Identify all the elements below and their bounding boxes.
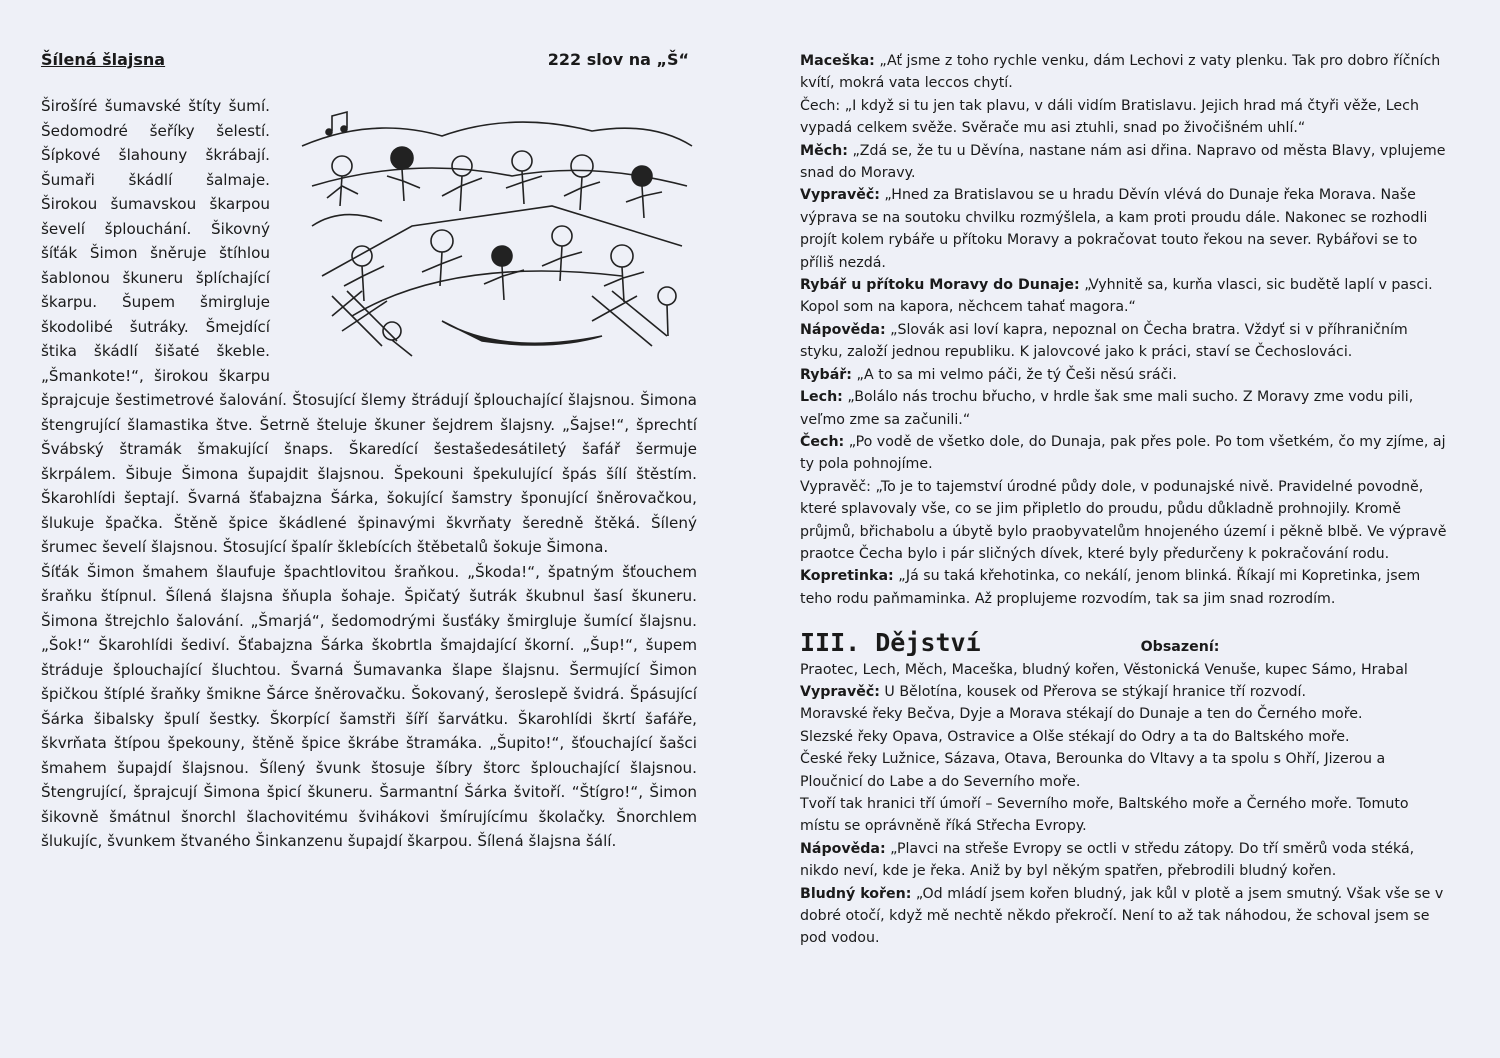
dialogue-text: Praotec, Lech, Měch, Maceška, bludný kořen, Věstonická Venuše, kupec Sámo, Hrabal	[800, 661, 1408, 678]
dialogue-line	[800, 748, 1452, 793]
cast-label: Obsazení:	[1140, 639, 1220, 656]
speaker-name: Bludný kořen:	[800, 885, 912, 902]
dialogue-text: „Vyhnitě sa, kurňa vlasci, sic budětě laplí v pasci. Kopol som na kapora, něchcem tahať magora.“	[800, 277, 1433, 316]
cartoon-illustration	[292, 106, 697, 366]
dialogue-line	[800, 883, 1452, 950]
left-header	[41, 50, 697, 80]
dialogue-text: „Plavci na střeše Evropy se octli v středu zátopy. Do tří směrů voda stéká, nikdo neví, kde je řeka. Aniž by byl někým spatřen, přebrodili bludný kořen.	[800, 840, 1415, 880]
dialogue-line	[800, 726, 1452, 748]
right-column	[800, 50, 1452, 950]
dialogue-line	[800, 659, 1452, 681]
word-count-heading: 222 slov na „Š“	[547, 50, 689, 69]
dialogue-text: Moravské řeky Bečva, Dyje a Morava stékají do Dunaje a ten do Černého moře.	[800, 706, 1363, 723]
speaker-name: Lech:	[800, 389, 843, 406]
dialogue-line	[800, 184, 1452, 274]
act-title: III. Dějství	[800, 628, 981, 658]
dialogue-text: Tvoří tak hranici tří úmoří – Severního moře, Baltského moře a Černého moře. Tomuto místu se oprávněně říká Střecha Evropy.	[800, 796, 1409, 835]
speaker-name: Čech:	[800, 433, 845, 450]
story-paragraph: Šíťák Šimon šmahem šlaufuje špachtlovitou šraňkou. „Škoda!“, špatným šťouchem šraňku štípnul. Šílená šlajsna šňupla šohaje. Špičatý šutrák škubnul šasí škuneru. Šimona štrejchlo šalování. „Šmarjá“, šedomodrými šusťáky šmirgluje šumící šlajsnu. „Šok!“ Škarohlídi šediví. Šťabajzna Šárka škobrtla šmajdající škorní. „Šup!“, šupem štráduje šplouchající šluchtou. Švarná Šumavanka šlape šlajsnu. Šermující Šimon špičkou štíplé šraňky šmikne Šárce šněrovačku. Šokovaný, šeroslepě švidrá. Špásující Šárka šibalsky špulí šestky. Škorpící šamstři šíří šarvátku. Škarohlídi škrtí šafáře, škvrňata štípou špekouny, štěně špice škrábe štramáka. „Šupito!“, šťouchající šašci šmahem šupajdí šlajsnou. Šílený švunk štosuje šíbry štorc šplouchající šlajsnou. Štengrující, šprajcují Šimona špicí škuneru. Šarmantní Šárka švitoří. “Štígro!“, Šimon šikovně šmátnul šnorchl šlachovitému švihákovi šmírujícímu školačky. Šnorchlem šlukujíc, švunkem štvaného Šinkanzenu šupajdí škarpou. Šílená šlajsna šálí.	[41, 562, 697, 850]
dialogue-line	[800, 50, 1452, 95]
dialogue-line	[800, 703, 1452, 725]
speaker-name: Rybář u přítoku Moravy do Dunaje:	[800, 277, 1080, 294]
dialogue-block-top	[800, 50, 1452, 610]
dialogue-line	[800, 140, 1452, 185]
left-column	[41, 50, 697, 854]
dialogue-line	[800, 95, 1452, 140]
dialogue-line	[800, 319, 1452, 364]
dialogue-text: „Bolálo nás trochu břucho, v hrdle šak sme mali sucho. Z Moravy zme vodu pili, veľmo zme sa začunili.“	[800, 389, 1414, 428]
speaker-name: Měch:	[800, 142, 848, 159]
dialogue-text: „Ať jsme z toho rychle venku, dám Lechovi z vaty plenku. Tak pro dobro říčních kvítí, mokrá vata leccos chytí.	[800, 53, 1441, 92]
story-title: Šílená šlajsna	[41, 50, 166, 69]
dialogue-line	[800, 838, 1452, 883]
dialogue-text: České řeky Lužnice, Sázava, Otava, Berounka do Vltavy a ta spolu s Ohří, Jizerou a Ploučnicí do Labe a do Severního moře.	[800, 751, 1386, 790]
dialogue-text: Vypravěč: „To je to tajemství úrodné půdy dole, v podunajské nivě. Pravidelné povodně, které splavovaly vše, co se jim připletlo do proudu, půdu důkladně prohnojily. Kromě průjmů, břichabolu a úbytě bylo praobyvatelům hnojeného území i pěkně blbě. Ve výpravě praotce Čecha bylo i pár sličných dívek, které byly předurčeny k pokračování rodu.	[800, 478, 1447, 562]
speaker-name: Maceška:	[800, 53, 875, 69]
dialogue-line	[800, 431, 1452, 476]
dialogue-text: „Já su taká křehotinka, co nekálí, jenom blinká. Říkají mi Kopretinka, jsem teho rodu paňmaminka. Až proplujeme rozvodím, tak sa jim snad rozrodím.	[800, 568, 1421, 607]
dialogue-text: Čech: „I když si tu jen tak plavu, v dáli vidím Bratislavu. Jejich hrad má čtyři věže, Lech vypadá celkem svěže. Svěrače mu asi ztuhli, snad po živočišném uhlí.“	[800, 97, 1419, 137]
dialogue-line	[800, 681, 1452, 703]
speaker-name: Rybář:	[800, 366, 852, 383]
dialogue-line	[800, 476, 1452, 566]
dialogue-line	[800, 565, 1452, 610]
speaker-name: Vypravěč:	[800, 683, 880, 700]
dialogue-text: „Slovák asi loví kapra, nepoznal on Čecha bratra. Vždyť si v příhraničním styku, založí jednou republiku. K jalovcové jako k práci, staví se Čechoslováci.	[800, 321, 1408, 361]
dialogue-text: „Po vodě de všetko dole, do Dunaja, pak přes pole. Po tom všetkém, čo my zjíme, aj ty pola pohnojíme.	[800, 433, 1446, 473]
dialogue-text: „Hned za Bratislavou se u hradu Děvín vlévá do Dunaje řeka Morava. Naše výprava se na soutoku chvilku rozmýšlela, a kam proti proudu dále. Nakonec se rozhodli projít kolem rybáře u přítoku Moravy a pokračovat touto řekou na sever. Rybářovi se to příliš nezdá.	[800, 187, 1428, 271]
speaker-name: Kopretinka:	[800, 568, 894, 585]
dialogue-block-bottom	[800, 659, 1452, 950]
dialogue-line	[800, 386, 1452, 431]
dialogue-text: „Zdá se, že tu u Děvína, nastane nám asi dřina. Napravo od města Blavy, vplujeme snad do Moravy.	[800, 142, 1446, 182]
dialogue-line	[800, 274, 1452, 319]
dialogue-text: Slezské řeky Opava, Ostravice a Olše stékají do Odry a ta do Baltského moře.	[800, 728, 1350, 745]
dialogue-text: U Bělotína, kousek od Přerova se stýkají hranice tří rozvodí.	[879, 683, 1306, 700]
dialogue-line	[800, 793, 1452, 838]
story-text	[41, 94, 697, 854]
story-paragraph: Širošíré šumavské štíty šumí. Šedomodré šeříky šelestí. Šípkové šlahouny škrábají. Šumaři škádlí šalmaje. Širokou šumavskou škarpou ševelí šplouchání. Šikovný šíťák Šimon šněruje štíhlou šablonou škuneru šplíchající škarpu. Šupem šmirgluje škodolibé šutráky. Šmejdící štika škádlí šišaté škeble. „Šmankote!“, širokou škarpu šprajcuje šestimetrové šalování. Štosující šlemy štrádují šplouchající šlajsnou. Šimona štengrující šlamastika štve. Šetrně šteluje škuner šejdrem šlajsny. „Šajse!“, šprechtí Švábský štramák šmakující šnaps. Škaredící šestašedesátiletý šafář šermuje škrpálem. Šibuje Šimona šupajdit šlajsnou. Špekouni špekulující špás šílí štěstím. Škarohlídi šeptají. Švarná šťabajzna Šárka, šokující šamstry šponující šněrovačkou, šlukuje špačka. Štěně špice škádlené špinavými škvrňaty šeredně štěká. Šílený šrumec ševelí šlajsnou. Štosující špalír šklebících štěbetalů šokuje Šimona.	[41, 97, 697, 556]
speaker-name: Nápověda:	[800, 321, 886, 338]
dialogue-text: „Od mládí jsem kořen bludný, jak kůl v plotě a jsem smutný. Však vše se v dobré otočí, když mě nechtě někdo překročí. Není to až tak náhodou, že schoval jsem se pod vodou.	[800, 885, 1444, 947]
dialogue-line	[800, 364, 1452, 386]
dialogue-text: „A to sa mi velmo páči, že tý Češi něsú sráči.	[851, 366, 1177, 383]
act-heading-row	[800, 628, 1452, 658]
speaker-name: Nápověda:	[800, 840, 886, 857]
speaker-name: Vypravěč:	[800, 187, 880, 204]
